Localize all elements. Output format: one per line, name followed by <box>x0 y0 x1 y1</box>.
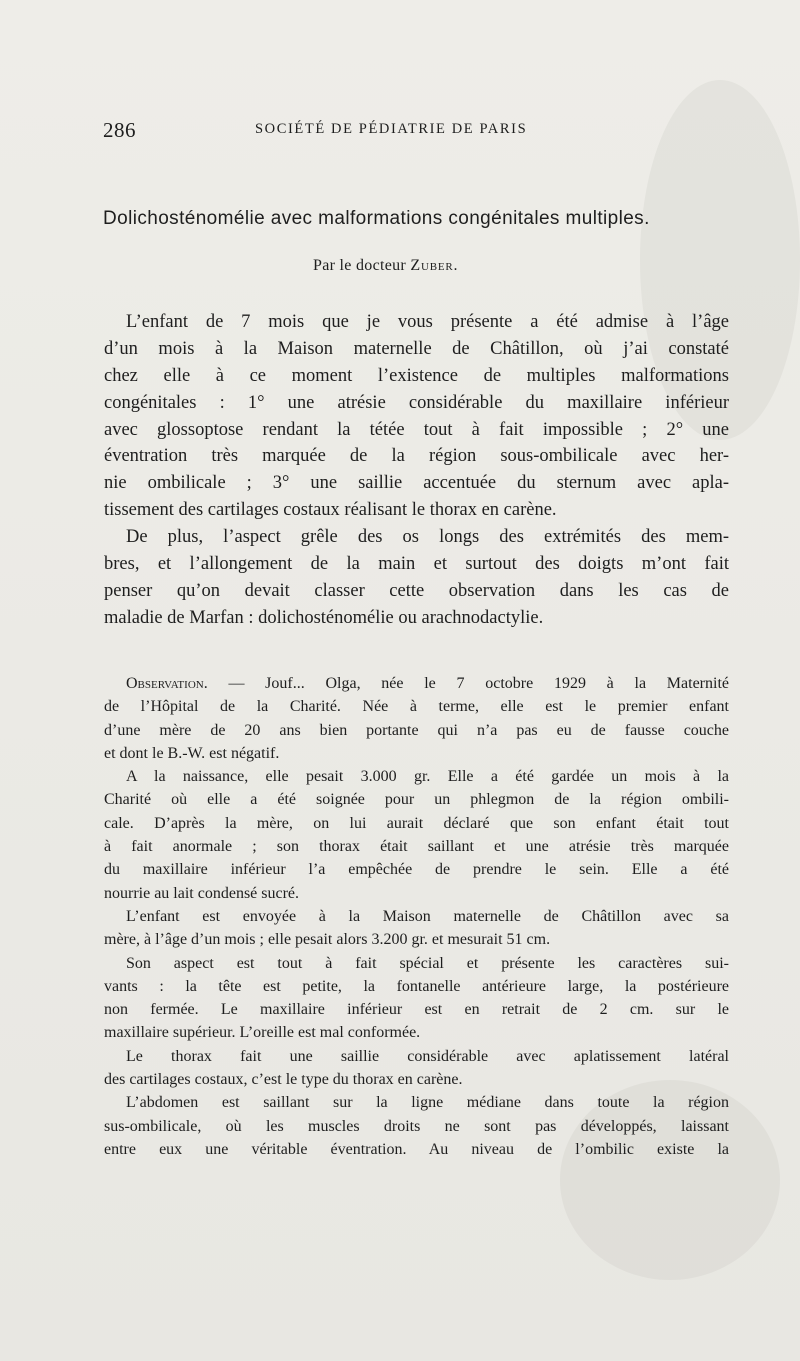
observation-line: des cartilages costaux, c’est le type du thorax en carène. <box>104 1071 463 1089</box>
page-header <box>103 118 728 144</box>
intro-line: avec glossoptose rendant la tétée tout à fait impossible ; 2° une <box>104 419 729 440</box>
intro-line: bres, et l’allongement de la main et surtout des doigts m’ont fait <box>104 554 729 575</box>
observation-line: entre eux une véritable éventration. Au niveau de l’ombilic existe la <box>104 1140 729 1158</box>
intro-line: tissement des cartilages costaux réalisant le thorax en carène. <box>104 500 557 521</box>
page-number: 286 <box>103 118 136 142</box>
observation-line: à fait anormale ; son thorax était saillant et une atrésie très marquée <box>104 838 729 856</box>
observation-line: du maxillaire inférieur l’a empêchée de prendre le sein. Elle a été <box>104 861 729 879</box>
observation-line: cale. D’après la mère, on lui aurait déclaré que son enfant était tout <box>104 814 729 832</box>
intro-line: d’un mois à la Maison maternelle de Châtillon, où j’ai constaté <box>104 338 729 359</box>
intro-line: congénitales : 1° une atrésie considérable du maxillaire inférieur <box>104 392 729 413</box>
observation-line: mère, à l’âge d’un mois ; elle pesait alors 3.200 gr. et mesurait 51 cm. <box>104 931 551 949</box>
observation-section <box>104 672 729 1161</box>
observation-line: A la naissance, elle pesait 3.000 gr. Elle a été gardée un mois à la <box>126 768 729 786</box>
observation-line: nourrie au lait condensé sucré. <box>104 884 300 902</box>
observation-line: non fermée. Le maxillaire inférieur est en retrait de 2 cm. sur le <box>104 1001 729 1019</box>
observation-first-line-text: — Jouf... Olga, née le 7 octobre 1929 à la Maternité <box>207 675 729 692</box>
observation-line: et dont le B.-W. est négatif. <box>104 744 280 762</box>
observation-first-line <box>104 672 729 695</box>
observation-line: de l’Hôpital de la Charité. Née à terme, elle est le premier enfant <box>104 698 729 716</box>
intro-paragraphs <box>104 309 729 632</box>
observation-line: Charité où elle a été soignée pour un phlegmon de la région ombili- <box>104 791 729 809</box>
article-title: Dolichosténomélie avec malformations congénitales multiples. <box>103 208 650 229</box>
observation-line: L’enfant est envoyée à la Maison maternelle de Châtillon avec sa <box>126 907 729 925</box>
intro-line: L’enfant de 7 mois que je vous présente a été admise à l’âge <box>126 312 729 332</box>
observation-line: Le thorax fait une saillie considérable avec aplatissement latéral <box>126 1047 729 1065</box>
intro-line: maladie de Marfan : dolichosténomélie ou arachnodactylie. <box>104 607 544 628</box>
observation-label: Observation. <box>126 675 208 692</box>
intro-line: penser qu’on devait classer cette observation dans les cas de <box>104 580 729 601</box>
intro-line: nie ombilicale ; 3° une saillie accentuée du sternum avec apla- <box>104 473 729 494</box>
author-prefix: Par le docteur <box>313 257 407 274</box>
intro-line: chez elle à ce moment l’existence de multiples malformations <box>104 365 729 386</box>
article-author <box>313 257 458 275</box>
observation-line: Son aspect est tout à fait spécial et présente les caractères sui- <box>126 954 729 972</box>
intro-line: De plus, l’aspect grêle des os longs des extrémités des mem- <box>126 527 729 548</box>
observation-line: vants : la tête est petite, la fontanelle antérieure large, la postérieure <box>104 977 729 995</box>
observation-line: sus-ombilicale, où les muscles droits ne sont pas développés, laissant <box>104 1117 729 1135</box>
author-name: Zuber. <box>410 257 459 274</box>
observation-line: L’abdomen est saillant sur la ligne médiane dans toute la région <box>126 1094 729 1112</box>
observation-line: maxillaire supérieur. L’oreille est mal conformée. <box>104 1024 421 1042</box>
running-head: SOCIÉTÉ DE PÉDIATRIE DE PARIS <box>255 121 528 137</box>
intro-line: éventration très marquée de la région sous-ombilicale avec her- <box>104 446 729 467</box>
observation-line: d’une mère de 20 ans bien portante qui n’a pas eu de fausse couche <box>104 721 729 739</box>
